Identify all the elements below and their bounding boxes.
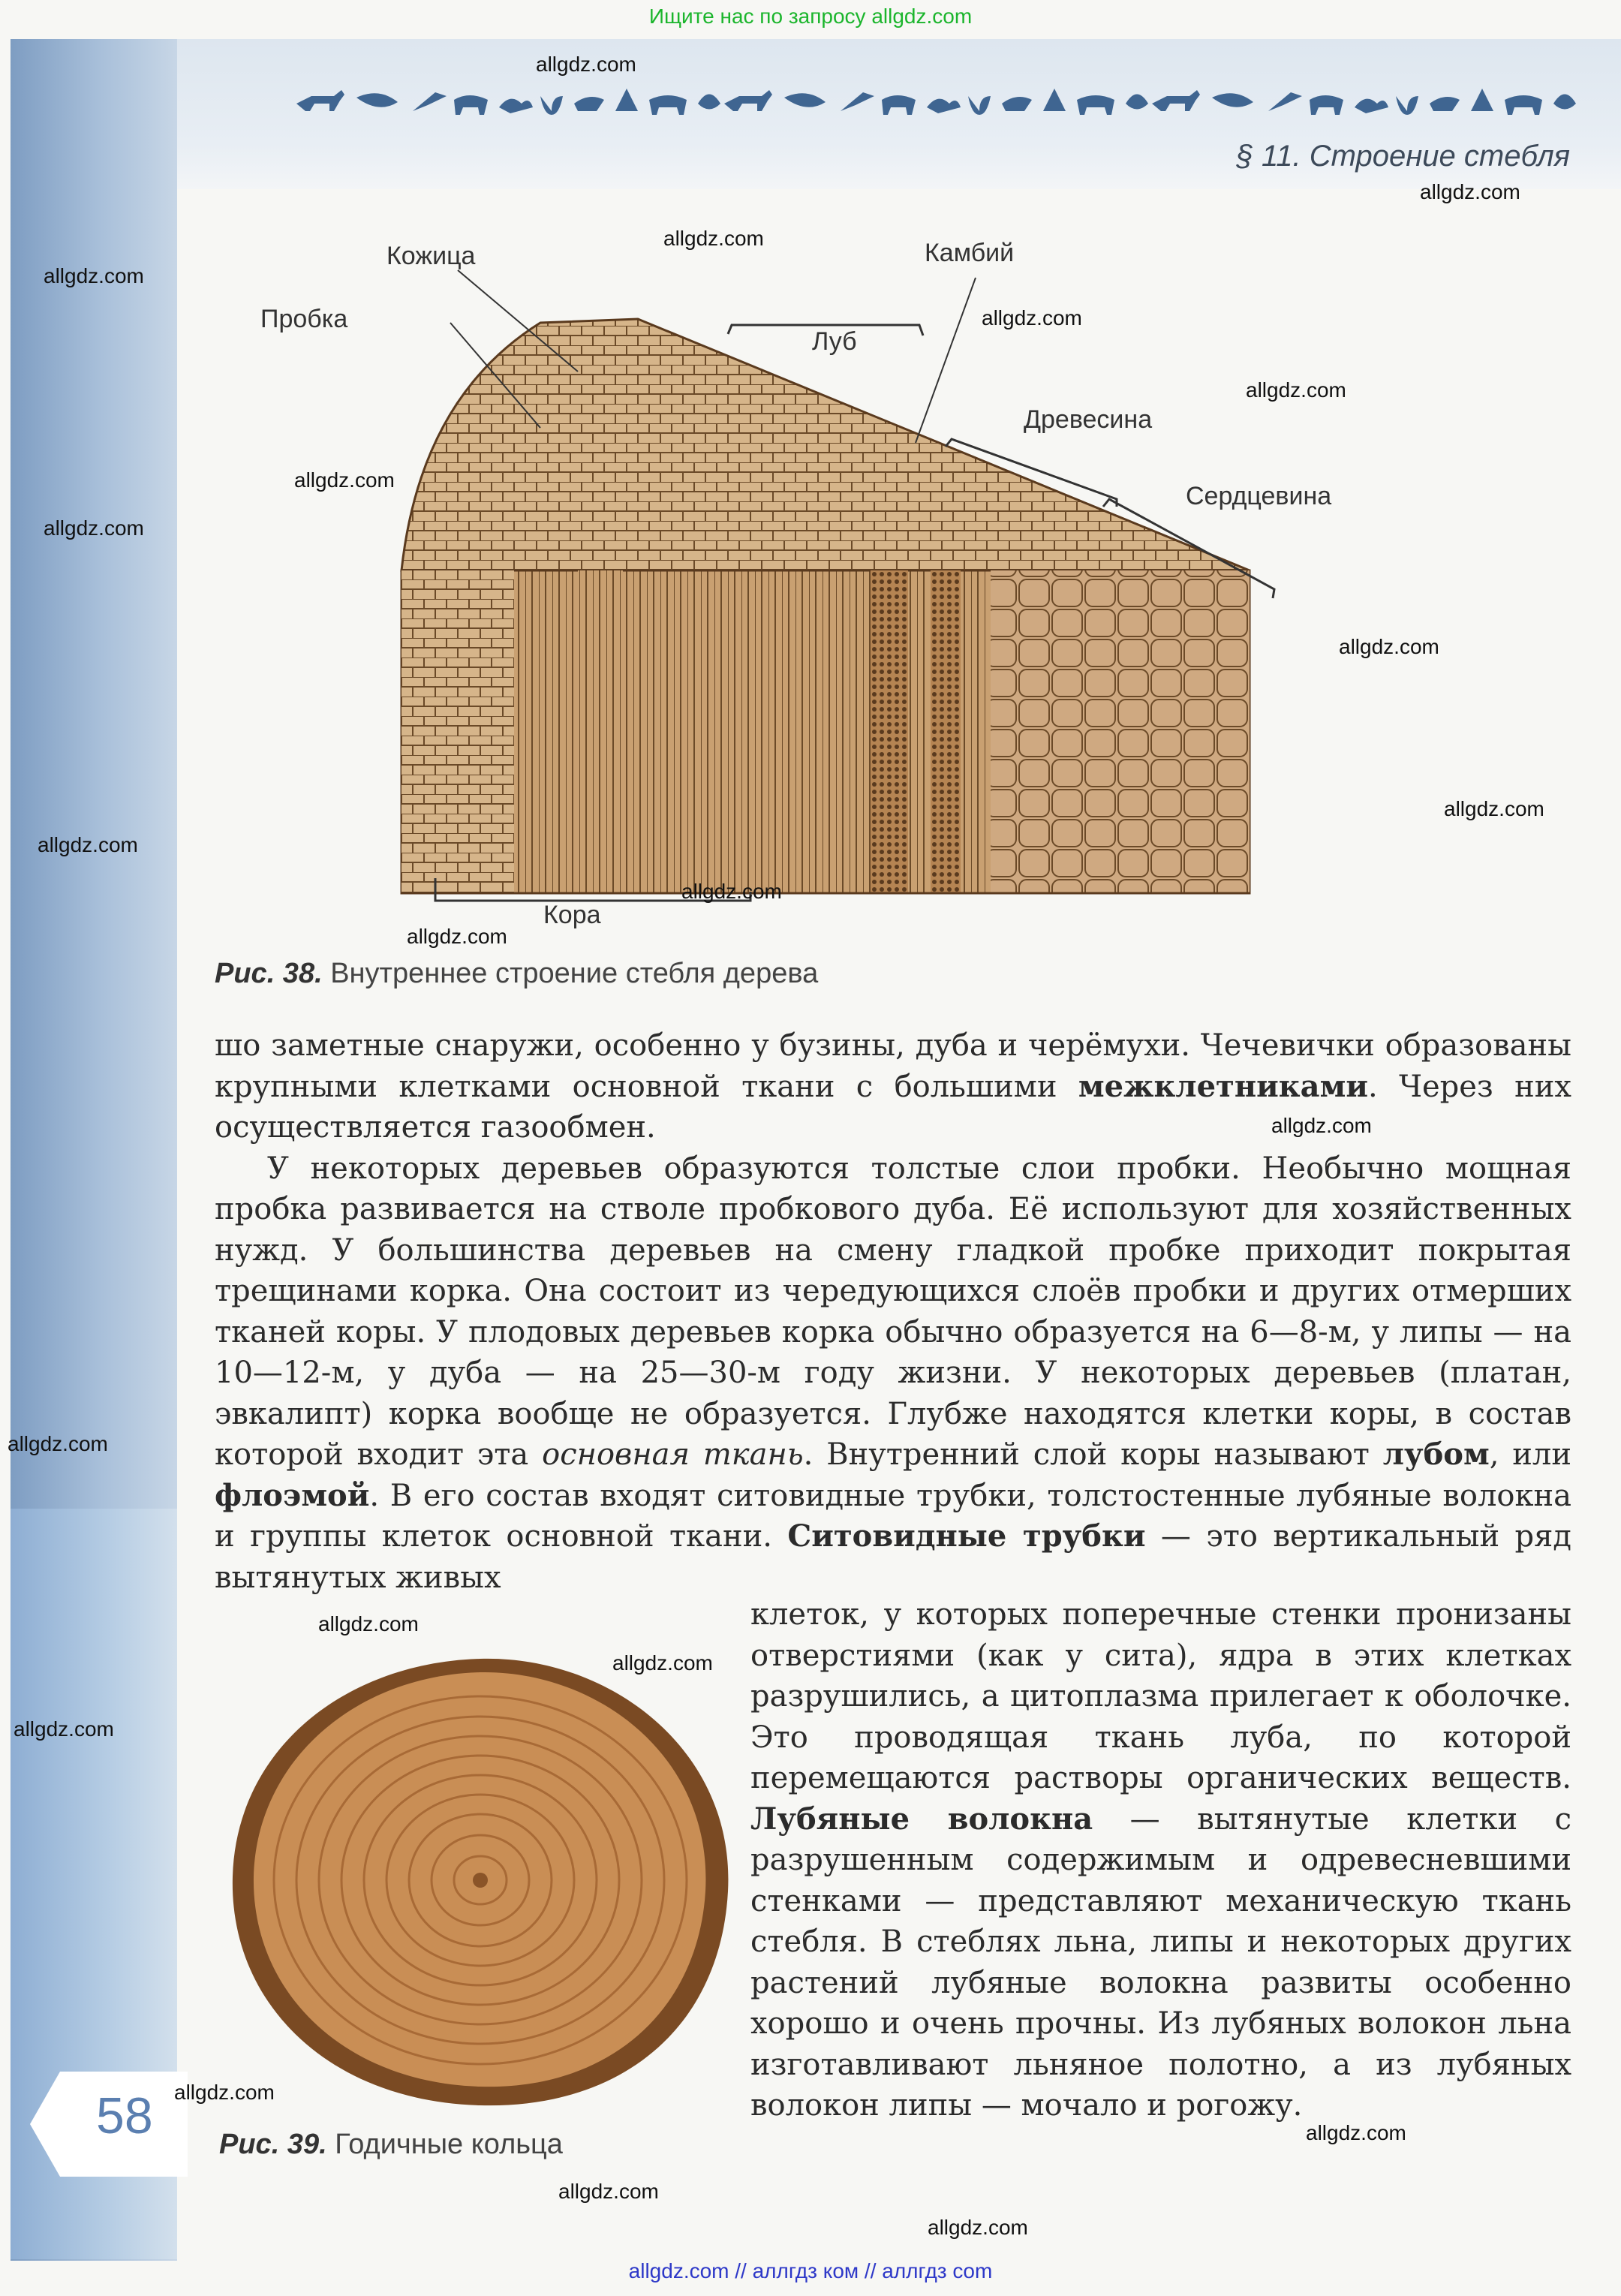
figure-38-caption-text: Внутреннее строение стебля дерева bbox=[330, 958, 819, 989]
watermark: allgdz.com bbox=[1271, 1114, 1372, 1137]
watermark: allgdz.com bbox=[663, 227, 764, 250]
figure-39-caption bbox=[219, 2129, 563, 2161]
watermark: allgdz.com bbox=[407, 925, 507, 948]
watermark: allgdz.com bbox=[536, 53, 636, 76]
watermark: allgdz.com bbox=[1420, 180, 1520, 203]
watermark: allgdz.com bbox=[612, 1651, 713, 1675]
watermark: allgdz.com bbox=[294, 468, 395, 492]
figure-38-caption bbox=[215, 958, 818, 990]
watermark: allgdz.com bbox=[928, 2216, 1028, 2239]
watermark: allgdz.com bbox=[681, 880, 782, 903]
watermark: allgdz.com bbox=[174, 2081, 275, 2104]
paragraph-3: клеток, у которых поперечные стенки пронизаны отверстиями (как у сита), ядра в этих клетках разрушились, а цитоплазма прилегает к оболочке. Это проводящая ткань луба, по которой перемещаются растворы органических веществ. Лубяные волокна — вытянутые клетки с разрушенным содержимым и одревесневшими стенками — представляют механическую ткань стебля. В стеблях льна, липы и некоторых других растений лубяные волокна развиты особенно хорошо и очень прочны. Из лубяных волокон льна изготавливают льняное полотно, а из лубяных волокон липы — мочало и рогожу. bbox=[750, 1597, 1571, 2123]
watermark: allgdz.com bbox=[318, 1612, 419, 1635]
section-title: § 11. Строение стебля bbox=[1236, 140, 1570, 173]
watermark: allgdz.com bbox=[982, 306, 1082, 330]
paragraph-1: шо заметные снаружи, особенно у бузины, дуба и черёмухи. Чечевички образованы крупными клетками основной ткани с большими межклетниками. Через них осуществляется газообмен. bbox=[215, 1028, 1571, 1145]
label-kozhitsa: Кожица bbox=[386, 242, 476, 270]
label-kambiy: Камбий bbox=[925, 239, 1015, 267]
watermark: allgdz.com bbox=[14, 1717, 114, 1741]
animal-ornament bbox=[293, 81, 1583, 126]
watermark: allgdz.com bbox=[1246, 378, 1346, 402]
main-text bbox=[215, 1025, 1571, 1598]
label-probka: Пробка bbox=[260, 305, 348, 333]
label-lub: Луб bbox=[812, 327, 857, 356]
paragraph-2: У некоторых деревьев образуются толстые слои пробки. Необычно мощная пробка развивается на стволе пробкового дуба. Её используют для хозяйственных нужд. У большинства деревьев на смену гладкой пробке приходит покрытая трещинами корка. Она состоит из чередующихся слоёв пробки и других отмерших тканей коры. У плодовых деревьев корка обычно образуется на 6—8-м, у липы — на 10—12-м, у дуба — на 25—30-м году жизни. У некоторых деревьев (платан, эвкалипт) корка вообще не образуется. Глубже находятся клетки коры, в состав которой входит эта основная ткань. Внутренний слой коры называют лубом, или флоэмой. В его состав входят ситовидные трубки, толстостенные лубяные волокна и группы клеток основной ткани. Ситовидные трубки — это вертикальный ряд вытянутых живых bbox=[215, 1151, 1571, 1595]
watermark: allgdz.com bbox=[558, 2180, 659, 2203]
figure-38-caption-number: Рис. 38. bbox=[215, 958, 323, 989]
watermark: allgdz.com bbox=[44, 516, 144, 540]
figure-39-caption-text: Годичные кольца bbox=[335, 2129, 563, 2160]
figure-39-caption-number: Рис. 39. bbox=[219, 2129, 327, 2160]
right-column-text bbox=[750, 1594, 1571, 2126]
watermark: allgdz.com bbox=[44, 264, 144, 287]
figure-39-tree-rings bbox=[218, 1651, 743, 2117]
watermark: allgdz.com bbox=[38, 833, 138, 856]
watermark: allgdz.com bbox=[8, 1432, 108, 1455]
label-kora: Кора bbox=[543, 901, 601, 929]
watermark: allgdz.com bbox=[1444, 797, 1544, 820]
watermark: allgdz.com bbox=[1339, 635, 1439, 658]
footer-links[interactable]: allgdz.com // аллгдз ком // аллгдз com bbox=[628, 2259, 993, 2282]
top-banner[interactable]: Ищите нас по запросу allgdz.com bbox=[648, 5, 973, 28]
page-number: 58 bbox=[96, 2087, 153, 2144]
label-drevesina: Древесина bbox=[1024, 405, 1153, 434]
watermark: allgdz.com bbox=[1306, 2121, 1406, 2144]
label-serdtsevina: Сердцевина bbox=[1186, 482, 1332, 510]
